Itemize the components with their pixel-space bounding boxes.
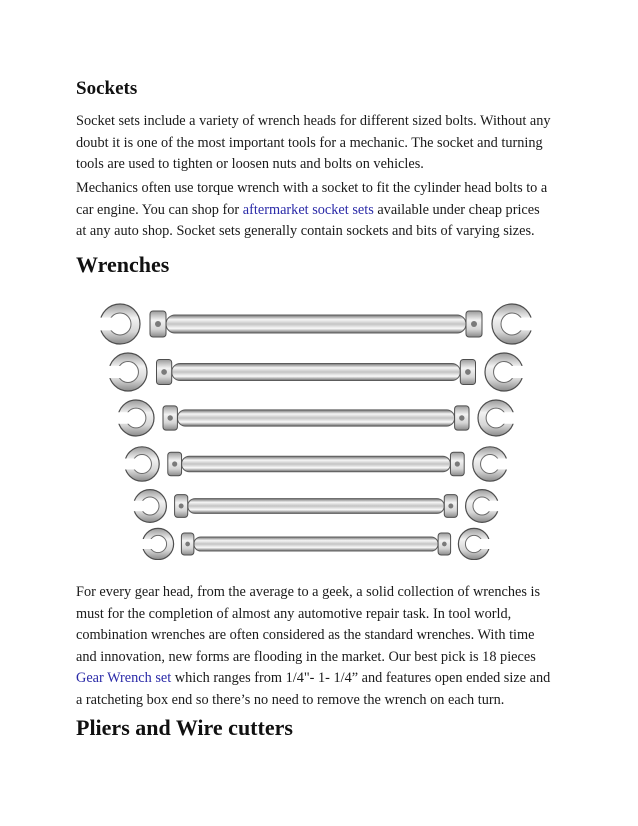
- wrench: [123, 447, 509, 481]
- wrench-head-slot: [496, 412, 516, 424]
- text-span: car engine. You can shop for: [76, 201, 243, 218]
- hinge-pin: [179, 504, 184, 509]
- wrench-shaft: [177, 410, 454, 426]
- wrench-head-slot: [123, 458, 142, 469]
- text-line: and innovation, new forms are flooding in the market. Our best pick is 18 pieces: [76, 648, 536, 665]
- wrench: [140, 528, 491, 559]
- wrenches-heading: Wrenches: [76, 252, 170, 277]
- text-line: Socket sets include a variety of wrench heads for different sized bolts. Without any: [76, 113, 551, 129]
- aftermarket-socket-sets-link[interactable]: aftermarket socket sets: [242, 201, 374, 218]
- text-line: tools are used to tighten or loosen nuts and bolts on vehicles.: [76, 156, 424, 172]
- hinge-pin: [471, 321, 477, 327]
- sockets-paragraph-1: [76, 111, 576, 176]
- wrench: [132, 490, 501, 523]
- wrench-head-slot: [107, 366, 128, 378]
- wrench-shaft: [188, 499, 445, 514]
- gear-wrench-set-link[interactable]: Gear Wrench set: [76, 670, 172, 686]
- wrench-head-slot: [512, 318, 534, 331]
- text-line: [76, 668, 576, 690]
- wrench-shaft: [172, 363, 461, 380]
- text-span: which ranges from 1/4"- 1- 1/4” and features open ended size and: [171, 670, 551, 686]
- text-line: [76, 200, 576, 222]
- wrench-head-slot: [482, 501, 500, 511]
- text-line: at any auto shop. Socket sets generally contain sockets and bits of varying sizes.: [76, 223, 535, 239]
- pliers-heading: Pliers and Wire cutters: [76, 715, 293, 740]
- hinge-pin: [155, 321, 161, 327]
- text-line: combination wrenches are often considered as the standard wrenches. With time: [76, 627, 535, 643]
- text-line: a ratcheting box end so there’s no need to remove the wrench on each turn.: [76, 691, 505, 708]
- hinge-pin: [161, 369, 167, 375]
- wrench-shaft: [182, 456, 451, 471]
- wrench-head-slot: [98, 318, 120, 331]
- hinge-pin: [168, 415, 173, 420]
- wrench-shaft: [166, 315, 466, 333]
- wrench-set-image: [80, 288, 560, 560]
- wrench-head-slot: [504, 366, 525, 378]
- hinge-pin: [442, 542, 447, 547]
- wrench: [116, 400, 516, 436]
- text-line: Mechanics often use torque wrench with a socket to fit the cylinder head bolts to a: [76, 180, 548, 196]
- sockets-heading: Sockets: [76, 78, 138, 99]
- text-span: available under cheap prices: [373, 201, 540, 218]
- wrench-shaft: [194, 537, 438, 551]
- hinge-pin: [465, 369, 471, 375]
- hinge-pin: [459, 415, 464, 420]
- wrench-head-slot: [132, 501, 150, 511]
- wrench: [98, 304, 534, 344]
- wrench-head-slot: [140, 539, 158, 549]
- wrench-head-slot: [490, 458, 509, 469]
- sockets-paragraph-2: [76, 178, 576, 243]
- wrench-head-slot: [116, 412, 136, 424]
- hinge-pin: [448, 504, 453, 509]
- wrench: [107, 353, 525, 391]
- wrench-head-slot: [474, 539, 492, 549]
- text-line: doubt it is one of the most important tools for a mechanic. The socket and turning: [76, 134, 543, 151]
- text-line: For every gear head, from the average to a geek, a solid collection of wrenches is: [76, 584, 541, 600]
- hinge-pin: [172, 461, 177, 466]
- wrench-set-illustration: [80, 288, 560, 560]
- wrenches-paragraph: [76, 582, 576, 711]
- hinge-pin: [455, 461, 460, 466]
- hinge-pin: [185, 542, 190, 547]
- text-line: must for the completion of almost any automotive repair task. In tool world,: [76, 605, 512, 622]
